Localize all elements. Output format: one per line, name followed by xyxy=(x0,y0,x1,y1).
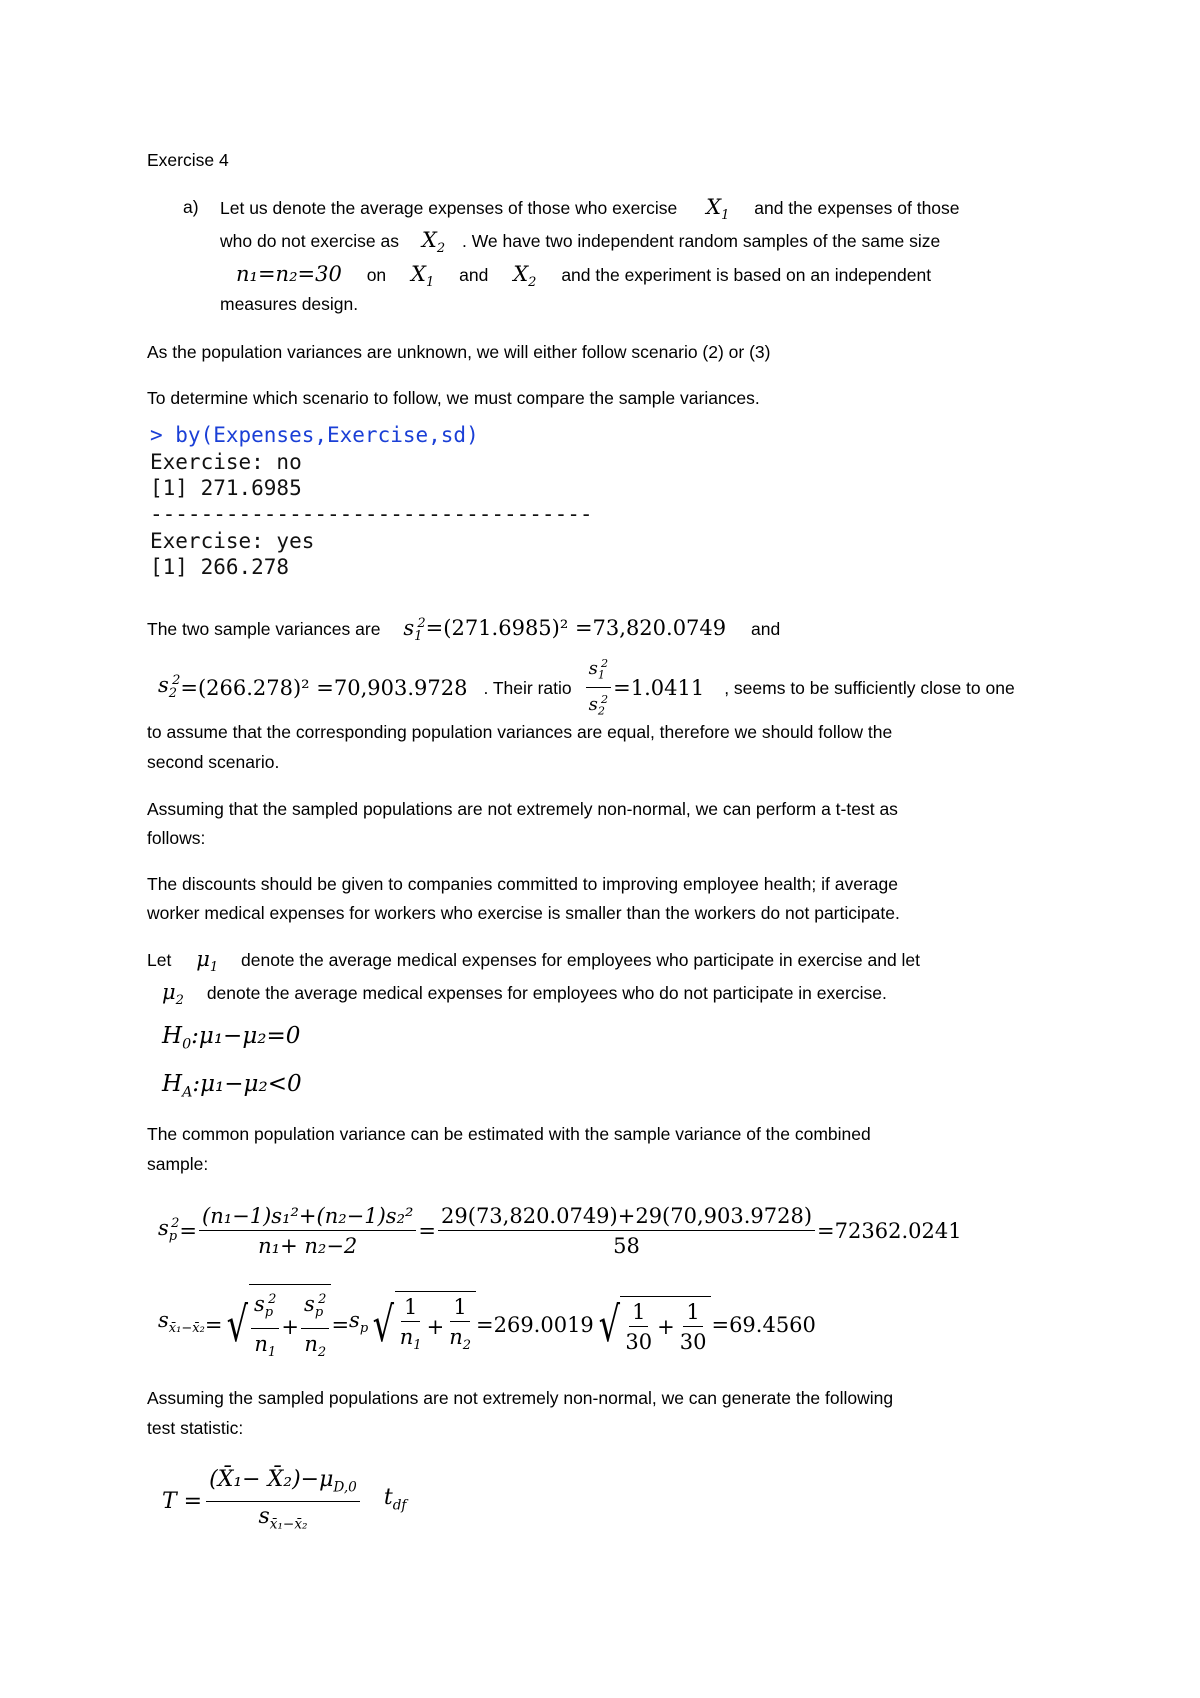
r-output-line-1: Exercise: no xyxy=(150,450,302,474)
pooled-variance-equation: $s_p^2$ = $\frac{\text{(n₁−1)s₁²+(n₂−1)s₂²}}{\text{n₁+ n₂−2}}$ = $\frac{29(73,820.0749)+29(70,903.9728)}{58}$ =72362.0241 xyxy=(158,1204,962,1258)
part-a-line-1: Let us denote the average expenses of those who exercise $X_1$ and the expenses of those xyxy=(220,195,960,224)
discount-line-2: worker medical expenses for workers who exercise is smaller than the workers do not participate. xyxy=(147,903,900,923)
se-symbol: $s_{x̄_1-x̄_2}$ xyxy=(158,1308,205,1337)
part-a-label: a) xyxy=(183,197,199,217)
r-command: > by(Expenses,Exercise,sd) xyxy=(150,423,479,447)
x1-symbol-2: $X_1$ xyxy=(411,262,435,291)
mu1-line: Let $\mu_1$ denote the average medical expenses for employees who participate in exercise and let xyxy=(147,947,921,976)
assume-line-2: second scenario. xyxy=(147,752,280,772)
pooled-variance-result: =72362.0241 xyxy=(817,1219,962,1243)
r-output-separator: ----------------------------------- xyxy=(150,502,593,526)
part-a-line-4: measures design. xyxy=(220,294,359,314)
test-statistic-fraction: $\frac{(X̄_1- X̄_2)-\mu_{D,0}}{s_{x̄_1-x̄_2}}$ xyxy=(206,1467,360,1538)
ttest-line-2: follows: xyxy=(147,828,206,848)
sqrt-2: √ $\frac{1}{n_1}$ + $\frac{1}{n_2}$ xyxy=(368,1291,476,1359)
r-output-line-3: Exercise: yes xyxy=(150,529,315,553)
variances-line-1: The two sample variances are $s_1^2=(271.6985)^2 =73,820.0749$ and xyxy=(147,616,781,645)
part-a-line-2: who do not exercise as $X_2$ . We have two independent random samples of the same size xyxy=(220,228,941,257)
statistic-line-2: test statistic: xyxy=(147,1418,244,1438)
x2-symbol: $X_2$ xyxy=(421,228,446,257)
sample-size-expr: n₁=n₂=30 xyxy=(236,262,342,286)
t-distribution-symbol: $t_{df}$ xyxy=(383,1485,407,1514)
null-hypothesis: $H_0:\mu_1-\mu_2=0$ xyxy=(162,1023,301,1053)
common-variance-line-1: The common population variance can be estimated with the sample variance of the combined xyxy=(147,1124,871,1144)
x2-symbol-2: $X_2$ xyxy=(513,262,537,291)
alt-hypothesis: $H_A:\mu_1-\mu_2<0$ xyxy=(162,1071,302,1101)
x1-symbol: $X_1$ xyxy=(706,195,730,224)
statistic-line-1: Assuming the sampled populations are not extremely non-normal, we can generate the following xyxy=(147,1388,894,1408)
determine-paragraph: To determine which scenario to follow, we must compare the sample variances. xyxy=(147,388,760,408)
variance-ratio-value: =1.0411 xyxy=(613,676,705,700)
r-output-line-2: [1] 271.6985 xyxy=(150,476,302,500)
mu1-symbol: $\mu_1$ xyxy=(196,947,219,976)
scenario-paragraph: As the population variances are unknown, we will either follow scenario (2) or (3) xyxy=(147,342,771,362)
s2-variance-expr: =(266.278)² =70,903.9728 xyxy=(180,676,468,700)
sp-squared-symbol: $s_p^2$ xyxy=(158,1216,180,1245)
pooled-fraction-2: $\frac{29(73,820.0749)+29(70,903.9728)}{58}$ xyxy=(438,1203,815,1259)
ttest-line-1: Assuming that the sampled populations are not extremely non-normal, we can perform a t-test as xyxy=(147,799,898,819)
sqrt-1: √ $\frac{s_p^2}{n_1}$ + $\frac{s_p^2}{n_2}$ xyxy=(222,1284,331,1365)
discount-line-1: The discounts should be given to companies committed to improving employee health; if average xyxy=(147,874,898,894)
test-statistic-equation: T = $\frac{(X̄_1- X̄_2)-\mu_{D,0}}{s_{x̄_1-x̄_2}}$ $t_{df}$ xyxy=(162,1464,406,1540)
common-variance-line-2: sample: xyxy=(147,1154,209,1174)
r-output-line-4: [1] 266.278 xyxy=(150,555,290,579)
variances-line-2: $s_2^2$ =(266.278)² =70,903.9728 . Their ratio $\frac{s_1^2}{s_2^2}$ =1.0411 , seems to be sufficiently close to one xyxy=(158,658,1015,718)
sqrt-3: √ $\frac{1}{30}$ + $\frac{1}{30}$ xyxy=(594,1296,712,1355)
exercise-heading: Exercise 4 xyxy=(147,150,229,170)
sp-value: =269.0019 xyxy=(476,1313,594,1337)
standard-error-equation: $s_{x̄_1-x̄_2}$ = √ $\frac{s_p^2}{n_1}$ + $\frac{s_p^2}{n_2}$ = $s_p$ √ $\frac{1}{n_1}$ + $\frac{1}{n_2}$ =269.0019 √ $\frac{1}{30}$ + $\frac{1}{30}$ =69.4560 xyxy=(158,1288,816,1362)
s1-squared-symbol: $s_1^2$ xyxy=(403,616,426,645)
s2-squared-symbol: $s_2^2$ xyxy=(158,673,181,702)
mu2-symbol: $\mu_2$ xyxy=(162,980,184,1009)
standard-error-result: =69.4560 xyxy=(711,1313,816,1337)
s1-variance-expr: =(271.6985)² =73,820.0749 xyxy=(425,616,727,640)
part-a-line-3: n₁=n₂=30 on $X_1$ and $X_2$ and the experiment is based on an independent xyxy=(236,262,932,291)
variance-ratio-fraction: $\frac{s_1^2}{s_2^2}$ xyxy=(586,654,611,721)
mu2-line: $\mu_2$ denote the average medical expenses for employees who do not participate in exercise. xyxy=(162,980,887,1009)
pooled-fraction-1: $\frac{\text{(n₁−1)s₁²+(n₂−1)s₂²}}{\text{n₁+ n₂−2}}$ xyxy=(199,1203,416,1259)
assume-line-1: to assume that the corresponding population variances are equal, therefore we should follow the xyxy=(147,722,893,742)
